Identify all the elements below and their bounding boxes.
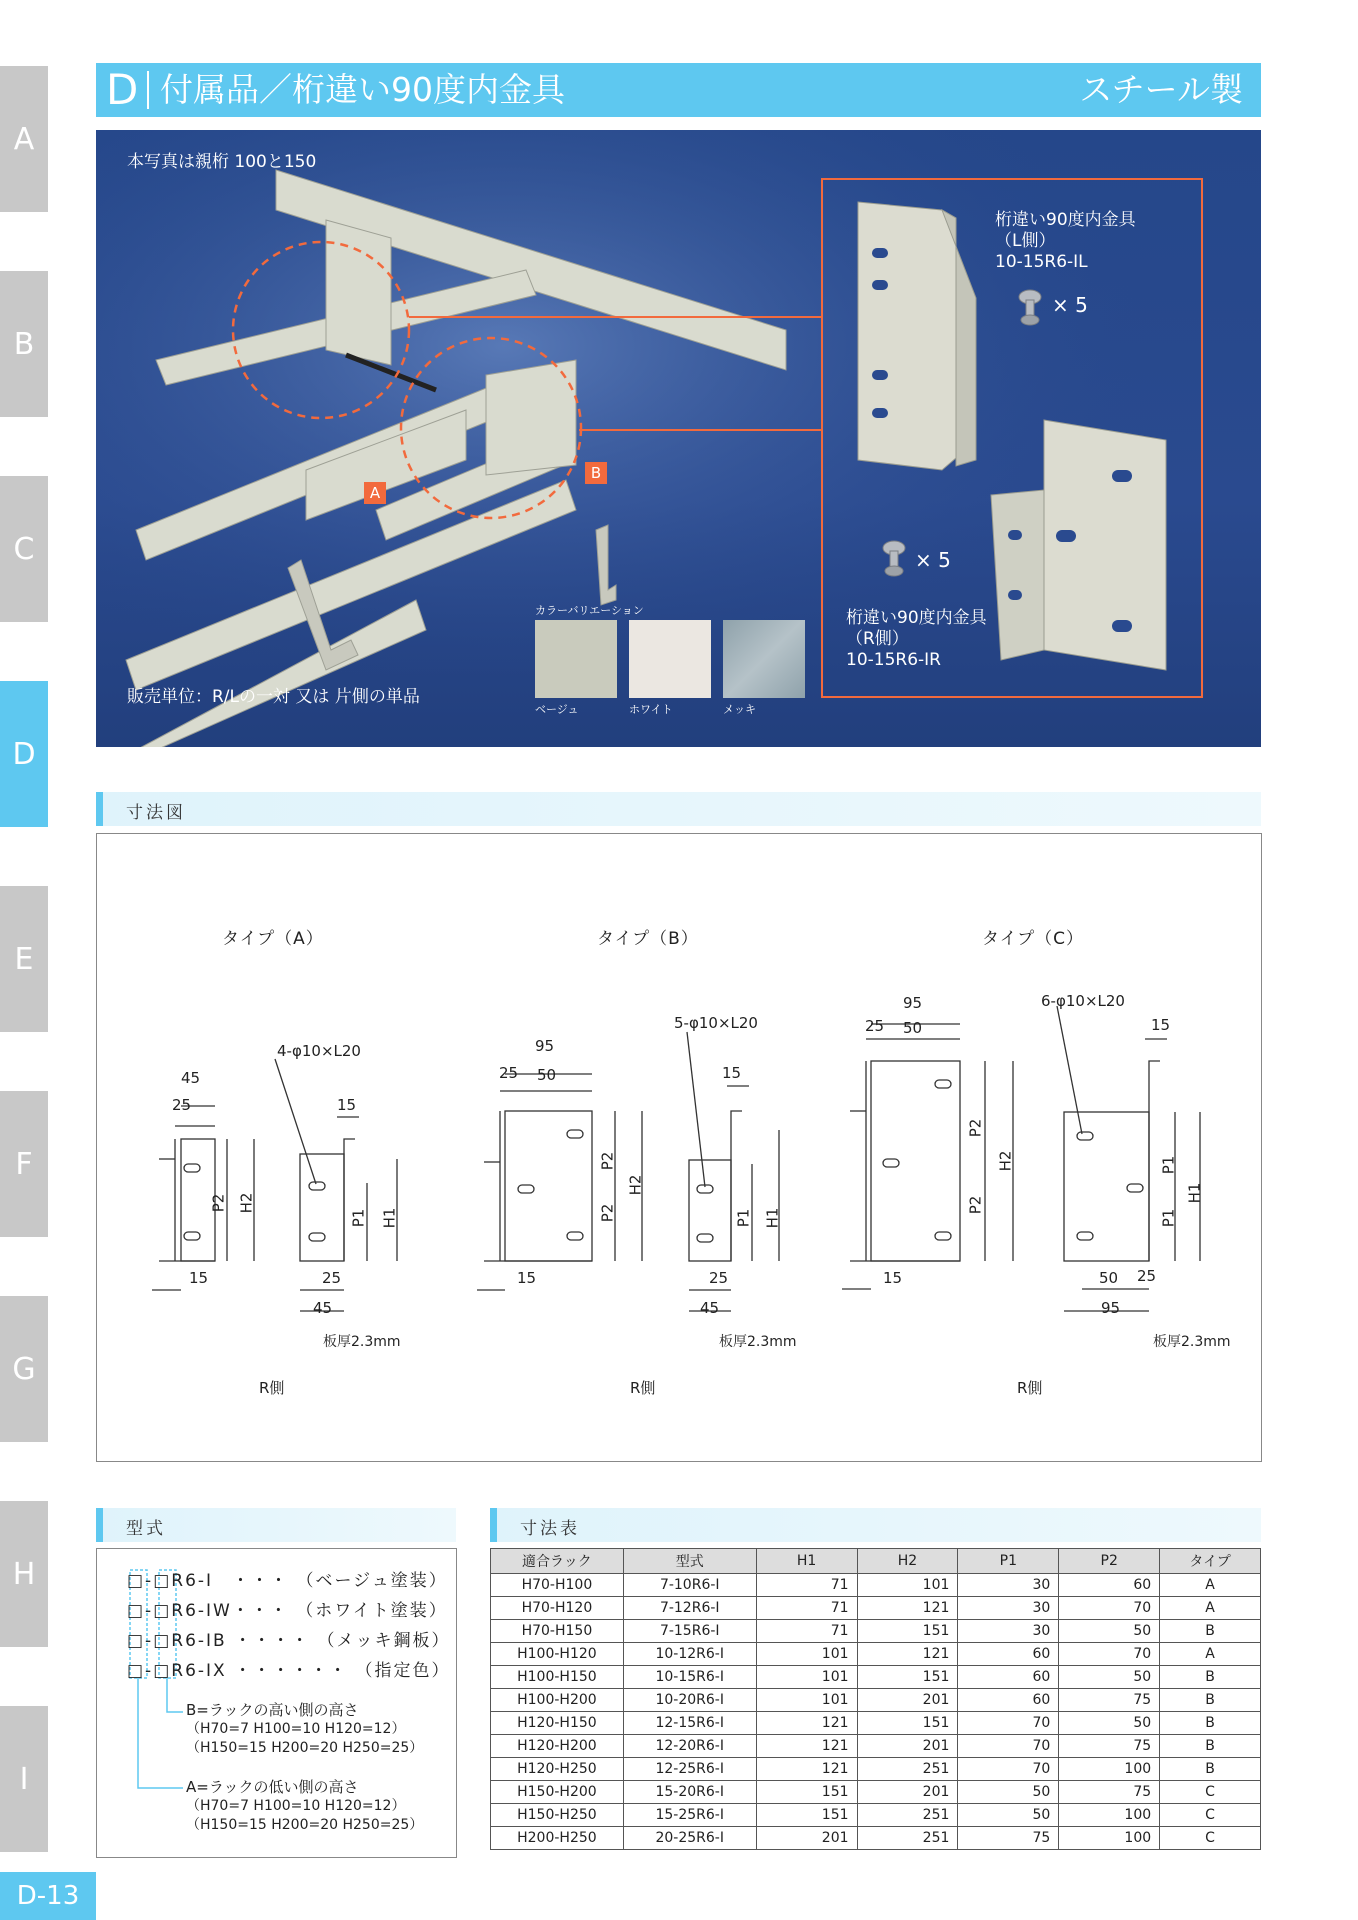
table-row: H100-H120 10-12R6-I 101 121 60 70 A xyxy=(491,1643,1261,1666)
type-b-dim-25: 25 xyxy=(499,1064,519,1082)
type-a-dim-15-bot: 15 xyxy=(189,1269,209,1287)
col-model: 型式 xyxy=(623,1549,756,1574)
sales-unit: 販売単位：R/Lの一対 又は 片側の単品 xyxy=(127,687,420,707)
type-c-title: タイプ（C） xyxy=(982,929,1085,949)
table-row: H200-H250 20-25R6-I 201 251 75 100 C xyxy=(491,1827,1261,1850)
col-rack: 適合ラック xyxy=(491,1549,624,1574)
table-header-row xyxy=(491,1549,1261,1574)
swatch-beige: ベージュ xyxy=(535,620,617,717)
type-c-p2-top: P2 xyxy=(966,1118,985,1138)
callout-l-qty: × 5 xyxy=(1052,293,1088,317)
table-row: H100-H150 10-15R6-I 101 151 60 50 B xyxy=(491,1666,1261,1689)
type-a-dim-25: 25 xyxy=(172,1096,192,1114)
table-row: H120-H200 12-20R6-I 121 201 70 75 B xyxy=(491,1735,1261,1758)
page-title: 付属品／桁違い90度内金具 xyxy=(160,70,565,109)
type-a-bolt: 4-φ10×L20 xyxy=(277,1042,361,1060)
type-c-p1-top: P1 xyxy=(1159,1155,1178,1175)
side-tab-g[interactable]: G xyxy=(0,1296,48,1442)
type-c-dim-50: 50 xyxy=(903,1019,923,1037)
side-tab-d[interactable]: D xyxy=(0,681,48,827)
swatch-plated: メッキ xyxy=(723,620,805,717)
header-divider xyxy=(147,71,149,109)
type-a-dim-45: 45 xyxy=(181,1069,201,1087)
type-a-p2: P2 xyxy=(209,1193,228,1213)
side-tab-h[interactable]: H xyxy=(0,1501,48,1647)
callout-r-text: 桁違い90度内金具 （R側） 10-15R6-IR xyxy=(846,608,987,670)
type-b-title: タイプ（B） xyxy=(597,929,699,949)
type-a-side: R側 xyxy=(259,1379,285,1397)
table-row: H150-H250 15-25R6-I 151 251 50 100 C xyxy=(491,1804,1261,1827)
type-b-h2: H2 xyxy=(626,1174,645,1196)
col-h2: H2 xyxy=(857,1549,958,1574)
color-variation-title: カラーバリエーション xyxy=(535,604,644,617)
table-row: H70-H150 7-15R6-I 71 151 30 50 B xyxy=(491,1620,1261,1643)
type-a-dim-15-top: 15 xyxy=(337,1096,357,1114)
type-b-p2-top: P2 xyxy=(598,1151,617,1171)
type-c-h2: H2 xyxy=(996,1150,1015,1172)
type-b-dim-45-bot: 45 xyxy=(700,1299,720,1317)
type-c-thickness: 板厚2.3mm xyxy=(1153,1334,1231,1350)
model-note-a: A=ラックの低い側の高さ （H70=7 H100=10 H120=12） （H150=15 H200=20 H250=25） xyxy=(186,1778,424,1833)
type-c-p1-bot: P1 xyxy=(1159,1208,1178,1228)
col-p1: P1 xyxy=(958,1549,1059,1574)
type-a-dim-45-bot: 45 xyxy=(313,1299,333,1317)
dimension-drawings xyxy=(96,833,1262,1462)
type-c-p2-bot: P2 xyxy=(966,1195,985,1215)
model-lines xyxy=(127,1566,451,1686)
side-tab-a[interactable]: A xyxy=(0,66,48,212)
table-heading: 寸法表 xyxy=(490,1508,1261,1542)
product-photo-panel xyxy=(96,130,1261,747)
type-b-bolt: 5-φ10×L20 xyxy=(674,1014,758,1032)
side-tab-e[interactable]: E xyxy=(0,886,48,1032)
dimension-table xyxy=(490,1548,1261,1850)
side-tab-f[interactable]: F xyxy=(0,1091,48,1237)
callout-r-qty: × 5 xyxy=(915,548,951,572)
type-a-dim-25-bot: 25 xyxy=(322,1269,342,1287)
col-h1: H1 xyxy=(756,1549,857,1574)
swatch-white: ホワイト xyxy=(629,620,711,717)
type-c-bolt: 6-φ10×L20 xyxy=(1041,992,1125,1010)
model-code-box xyxy=(96,1548,457,1858)
side-tab-i[interactable]: I xyxy=(0,1706,48,1852)
model-line-4: □-□R6-IX ・・・・・・ （指定色） xyxy=(127,1661,451,1681)
callout-l-text: 桁違い90度内金具 （L側） 10-15R6-IL xyxy=(995,210,1136,272)
type-c-dim-50-bot: 50 xyxy=(1099,1269,1119,1287)
table-row: H150-H200 15-20R6-I 151 201 50 75 C xyxy=(491,1781,1261,1804)
col-p2: P2 xyxy=(1059,1549,1160,1574)
type-a-thickness: 板厚2.3mm xyxy=(323,1334,401,1350)
type-c-dim-15-bot: 15 xyxy=(883,1269,903,1287)
table-row: H70-H120 7-12R6-I 71 121 30 70 A xyxy=(491,1597,1261,1620)
type-b-dim-15-bot: 15 xyxy=(517,1269,537,1287)
type-b-thickness: 板厚2.3mm xyxy=(719,1334,797,1350)
material-label: スチール製 xyxy=(1079,70,1243,109)
table-row: H120-H150 12-15R6-I 121 151 70 50 B xyxy=(491,1712,1261,1735)
model-line-1: □-□R6-I ・・・ （ベージュ塗装） xyxy=(127,1571,448,1591)
type-b-dim-95: 95 xyxy=(535,1037,555,1055)
type-c-h1: H1 xyxy=(1185,1182,1204,1204)
table-row: H120-H250 12-25R6-I 121 251 70 100 B xyxy=(491,1758,1261,1781)
page-header xyxy=(96,63,1261,117)
type-b-side: R側 xyxy=(630,1379,656,1397)
marker-b: B xyxy=(585,462,607,484)
type-c-dim-25-bot: 25 xyxy=(1137,1267,1157,1285)
type-b-p2-bot: P2 xyxy=(598,1203,617,1223)
model-line-3: □-□R6-IB ・・・・ （メッキ鋼板） xyxy=(127,1631,451,1651)
type-c-dim-25: 25 xyxy=(865,1017,885,1035)
table-row: H100-H200 10-20R6-I 101 201 60 75 B xyxy=(491,1689,1261,1712)
color-swatches xyxy=(535,620,805,717)
type-a-p1: P1 xyxy=(349,1208,368,1228)
table-row: H70-H100 7-10R6-I 71 101 30 60 A xyxy=(491,1574,1261,1597)
dimension-heading: 寸法図 xyxy=(96,792,1261,826)
model-line-2: □-□R6-IW・・・ （ホワイト塗装） xyxy=(127,1601,448,1621)
type-b-p1: P1 xyxy=(734,1208,753,1228)
photo-note: 本写真は親桁 100と150 xyxy=(127,152,317,172)
type-b-dim-15-top: 15 xyxy=(722,1064,742,1082)
side-tab-b[interactable]: B xyxy=(0,271,48,417)
type-c-dim-15-top: 15 xyxy=(1151,1016,1171,1034)
col-type: タイプ xyxy=(1160,1549,1261,1574)
type-c-side: R側 xyxy=(1017,1379,1043,1397)
type-b-h1: H1 xyxy=(763,1207,782,1229)
type-b-dim-25-bot: 25 xyxy=(709,1269,729,1287)
page-number: D-13 xyxy=(0,1872,96,1920)
model-note-b: B=ラックの高い側の高さ （H70=7 H100=10 H120=12） （H150=15 H200=20 H250=25） xyxy=(186,1701,424,1756)
type-c-dim-95-bot: 95 xyxy=(1101,1299,1121,1317)
type-a-h2: H2 xyxy=(237,1192,256,1214)
marker-a: A xyxy=(364,482,386,504)
model-heading: 型式 xyxy=(96,1508,456,1542)
type-a-h1: H1 xyxy=(380,1207,399,1229)
section-letter: D xyxy=(106,65,139,114)
type-c-dim-95: 95 xyxy=(903,994,923,1012)
side-tab-c[interactable]: C xyxy=(0,476,48,622)
type-b-dim-50: 50 xyxy=(537,1066,557,1084)
type-a-title: タイプ（A） xyxy=(222,929,324,949)
